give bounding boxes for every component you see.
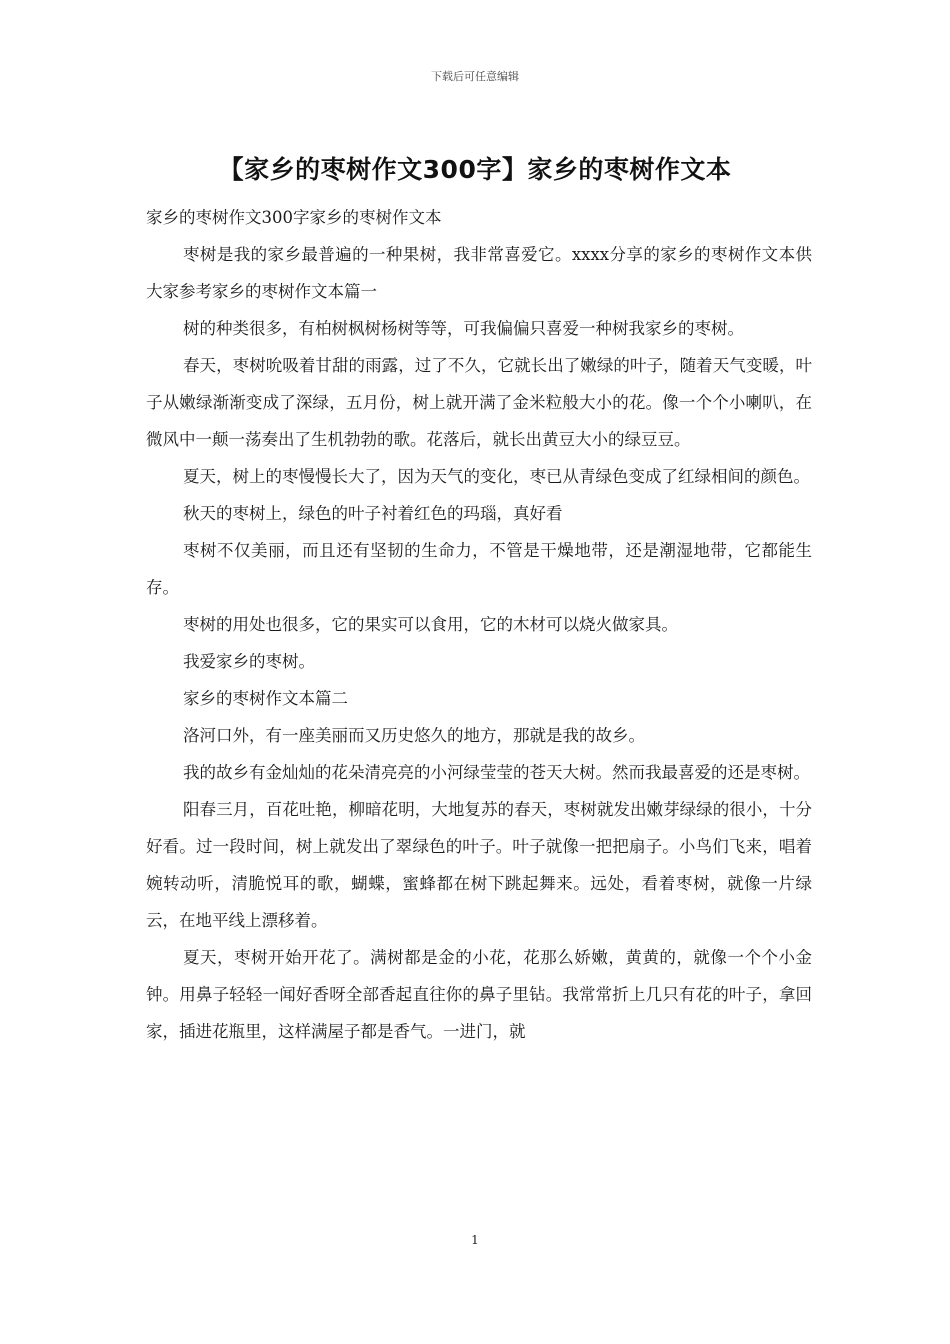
header-note: 下载后可任意编辑 <box>431 70 519 83</box>
section-heading: 家乡的枣树作文本篇二 <box>183 689 348 708</box>
paragraph: 夏天，枣树开始开花了。满树都是金的小花，花那么娇嫩，黄黄的，就像一个个小金钟。用鼻子轻轻一闻好香呀全部香起直往你的鼻子里钻。我常常折上几只有花的叶子，拿回家，插进花瓶里，这样满屋子都是香气。一进门，就 <box>146 948 812 1041</box>
paragraph: 枣树是我的家乡最普遍的一种果树，我非常喜爱它。xxxx分享的家乡的枣树作文本供大家参考家乡的枣树作文本篇一 <box>146 245 812 301</box>
paragraph-subtitle: 家乡的枣树作文300字家乡的枣树作文本 <box>146 208 442 227</box>
document-title: 【家乡的枣树作文300字】家乡的枣树作文本 <box>218 155 732 184</box>
paragraph: 阳春三月，百花吐艳，柳暗花明，大地复苏的春天，枣树就发出嫩芽绿绿的很小，十分好看。过一段时间，树上就发出了翠绿色的叶子。叶子就像一把把扇子。小鸟们飞来，唱着婉转动听，清脆悦耳的歌，蝴蝶，蜜蜂都在树下跳起舞来。远处，看着枣树，就像一片绿云，在地平线上漂移着。 <box>146 800 812 930</box>
paragraph: 秋天的枣树上，绿色的叶子衬着红色的玛瑙，真好看 <box>183 504 563 523</box>
paragraph: 树的种类很多，有柏树枫树杨树等等，可我偏偏只喜爱一种树我家乡的枣树。 <box>183 319 744 338</box>
paragraph: 我的故乡有金灿灿的花朵清亮亮的小河绿莹莹的苍天大树。然而我最喜爱的还是枣树。 <box>183 763 810 782</box>
paragraph: 我爱家乡的枣树。 <box>183 652 315 671</box>
paragraph: 枣树的用处也很多，它的果实可以食用，它的木材可以烧火做家具。 <box>183 615 678 634</box>
page-number: 1 <box>471 1233 479 1247</box>
paragraph: 春天，枣树吮吸着甘甜的雨露，过了不久，它就长出了嫩绿的叶子，随着天气变暖，叶子从嫩绿渐渐变成了深绿，五月份，树上就开满了金米粒般大小的花。像一个个小喇叭，在微风中一颠一荡奏出了生机勃勃的歌。花落后，就长出黄豆大小的绿豆豆。 <box>146 356 812 449</box>
document-body <box>146 199 812 1050</box>
paragraph: 枣树不仅美丽，而且还有坚韧的生命力，不管是干燥地带，还是潮湿地带，它都能生存。 <box>146 541 812 597</box>
paragraph: 洛河口外，有一座美丽而又历史悠久的地方，那就是我的故乡。 <box>183 726 645 745</box>
paragraph: 夏天，树上的枣慢慢长大了，因为天气的变化，枣已从青绿色变成了红绿相间的颜色。 <box>183 467 810 486</box>
